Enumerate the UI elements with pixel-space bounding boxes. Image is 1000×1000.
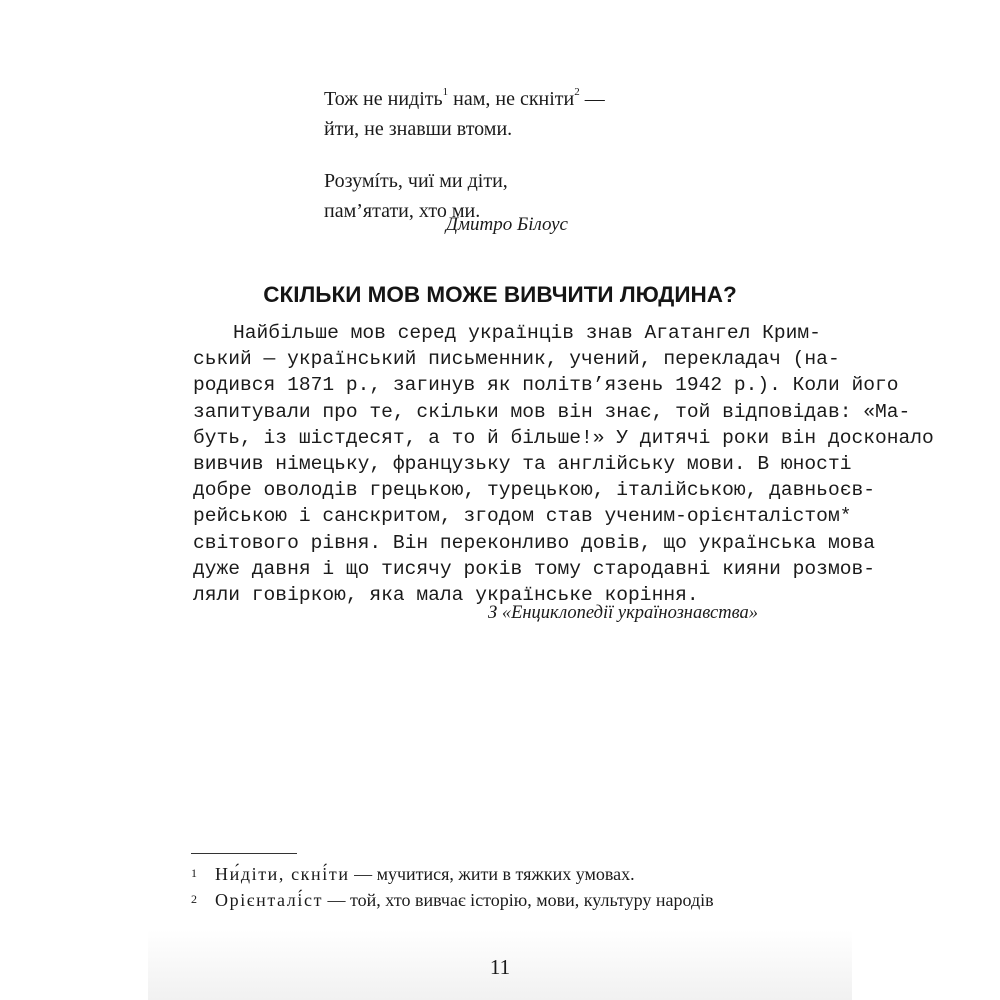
body-line: запитували про те, скільки мов він знає, той відповідав: «Ма-	[193, 400, 911, 423]
poem-line-1	[324, 84, 605, 114]
footnote-number: 1	[191, 866, 197, 880]
poem	[324, 84, 605, 226]
poem-line-1-text-c: —	[579, 88, 605, 110]
poem-author: Дмитро Білоус	[445, 214, 568, 235]
poem-line-2: йти, не знавши втоми.	[324, 118, 513, 140]
footnote-term: Орієнталі́ст	[215, 890, 324, 910]
body-line: ський — український письменник, учений, перекладач (на-	[193, 348, 840, 371]
footnote-marker-1: 1	[442, 86, 449, 99]
poem-line-3: Розумíть, чиї ми діти,	[324, 170, 508, 192]
body-line: Найбільше мов серед українців знав Агатангел Крим-	[233, 322, 821, 344]
stanza-gap	[324, 144, 584, 166]
footnote-definition: — мучитися, жити в тяжких умовах.	[349, 864, 635, 884]
body-line: дуже давня і що тисячу років тому стародавні кияни розмов-	[193, 557, 875, 580]
body-line: ляли говіркою, яка мала українське коріння.	[193, 584, 699, 607]
footnote-marker-2: 2	[574, 86, 580, 99]
page-number: 11	[489, 955, 511, 979]
article-body	[193, 320, 934, 608]
footnote-2	[191, 887, 801, 913]
footnote-definition: — той, хто вивчає історію, мови, культуру народів	[323, 890, 714, 910]
footnote-divider	[191, 853, 297, 854]
body-line: родився 1871 р., загинув як політв’язень 1942 р.). Коли його	[193, 374, 899, 397]
poem-line-1-text-a: Тож не нидіть	[324, 88, 443, 110]
body-line: добре оволодів грецькою, турецькою, італійською, давньоєв-	[193, 479, 875, 502]
poem-line-1-text-b: нам, не скніти	[448, 88, 575, 110]
article-title: СКІЛЬКИ МОВ МОЖЕ ВИВЧИТИ ЛЮДИНА?	[263, 282, 737, 307]
footnotes	[191, 861, 801, 913]
body-line: буть, із шістдесят, а то й більше!» У дитячі роки він досконало	[193, 426, 934, 449]
body-line: рейською і санскритом, згодом став ученим-орієнталістом*	[193, 505, 852, 528]
footnote-number: 2	[191, 892, 197, 906]
article-source: З «Енциклопедії українознавства»	[488, 603, 758, 623]
poem-line-4: пам’ятати, хто ми.	[324, 200, 481, 222]
footnote-term: Ни́діти, скні́ти	[215, 864, 350, 884]
body-line: світового рівня. Він переконливо довів, що українська мова	[193, 531, 875, 554]
body-line: вивчив німецьку, французьку та англійську мови. В юності	[193, 453, 852, 476]
footnote-1	[191, 861, 801, 887]
